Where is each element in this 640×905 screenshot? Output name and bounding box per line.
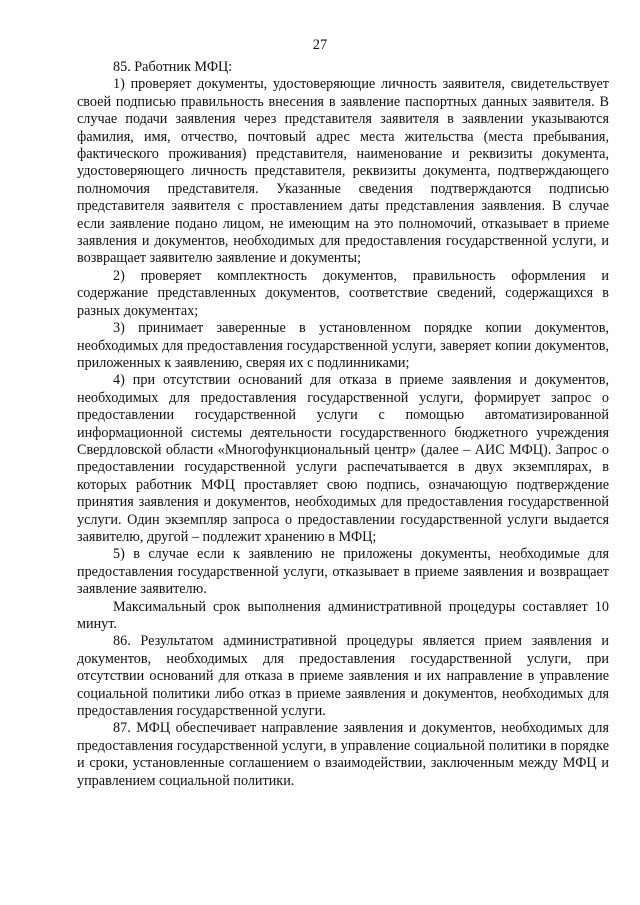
section-87-paragraph: 87. МФЦ обеспечивает направление заявления и документов, необходимых для предоставления государственной услуги, в управление социальной политики в порядке и сроки, установленные соглашением о взаимодействии, заключенным между МФЦ и управлением социальной политики. [77, 720, 609, 789]
item-5-paragraph: 5) в случае если к заявлению не приложены документы, необходимые для предоставления государственной услуги, отказывает в приеме заявления и возвращает заявление заявителю. [77, 546, 609, 598]
item-3-paragraph: 3) принимает заверенные в установленном порядке копии документов, необходимых для предоставления государственной услуги, заверяет копии документов, приложенных к заявлению, сверяя их с подлинниками; [77, 320, 609, 371]
item-4-paragraph: 4) при отсутствии оснований для отказа в приеме заявления и документов, необходимых для предоставления государственной услуги, формирует запрос о предоставлении государственной услуги с помощью автоматизированной информационной системы деятельности государственного бюджетного учреждения Свердловской области «Многофункциональный центр» (далее – АИС МФЦ). Запрос о предоставлении государственной услуги распечатывается в двух экземплярах, в которых работник МФЦ проставляет свою подпись, означающую подтверждение принятия заявления и документов, необходимых для предоставления государственной услуги. Один экземпляр запроса о предоставлении государственной услуги выдается заявителю, другой – подлежит хранению в МФЦ; [77, 372, 609, 545]
section-86-paragraph: 86. Результатом административной процедуры является прием заявления и документов, необходимых для предоставления государственной услуги, при отсутствии оснований для отказа в приеме заявления и их направление в управление социальной политики либо отказ в приеме заявления и документов, необходимых для предоставления государственной услуги. [77, 633, 609, 720]
section-85-heading: 85. Работник МФЦ: [113, 59, 233, 75]
document-body [77, 59, 609, 790]
item-2-paragraph: 2) проверяет комплектность документов, правильность оформления и содержание представленных документов, соответствие сведений, содержащихся в разных документах; [77, 267, 609, 319]
page-number: 27 [312, 37, 328, 53]
item-1-paragraph: 1) проверяет документы, удостоверяющие личность заявителя, свидетельствует своей подписью правильность внесения в заявление паспортных данных заявителя. В случае подачи заявления через представителя заявителя в заявлении указываются фамилия, имя, отчество, почтовый адрес места жительства (места пребывания, фактического проживания) представителя, наименование и реквизиты документа, удостоверяющего личность представителя, реквизиты документа, подтверждающего полномочия представителя. Указанные сведения подтверждаются подписью представителя заявителя с проставлением даты представления заявления. В случае если заявление подано лицом, не имеющим на это полномочий, отказывает в приеме заявления и документов, необходимых для предоставления государственной услуги, и возвращает заявителю заявление и документы; [77, 76, 609, 267]
max-duration-paragraph: Максимальный срок выполнения административной процедуры составляет 10 минут. [77, 598, 609, 632]
